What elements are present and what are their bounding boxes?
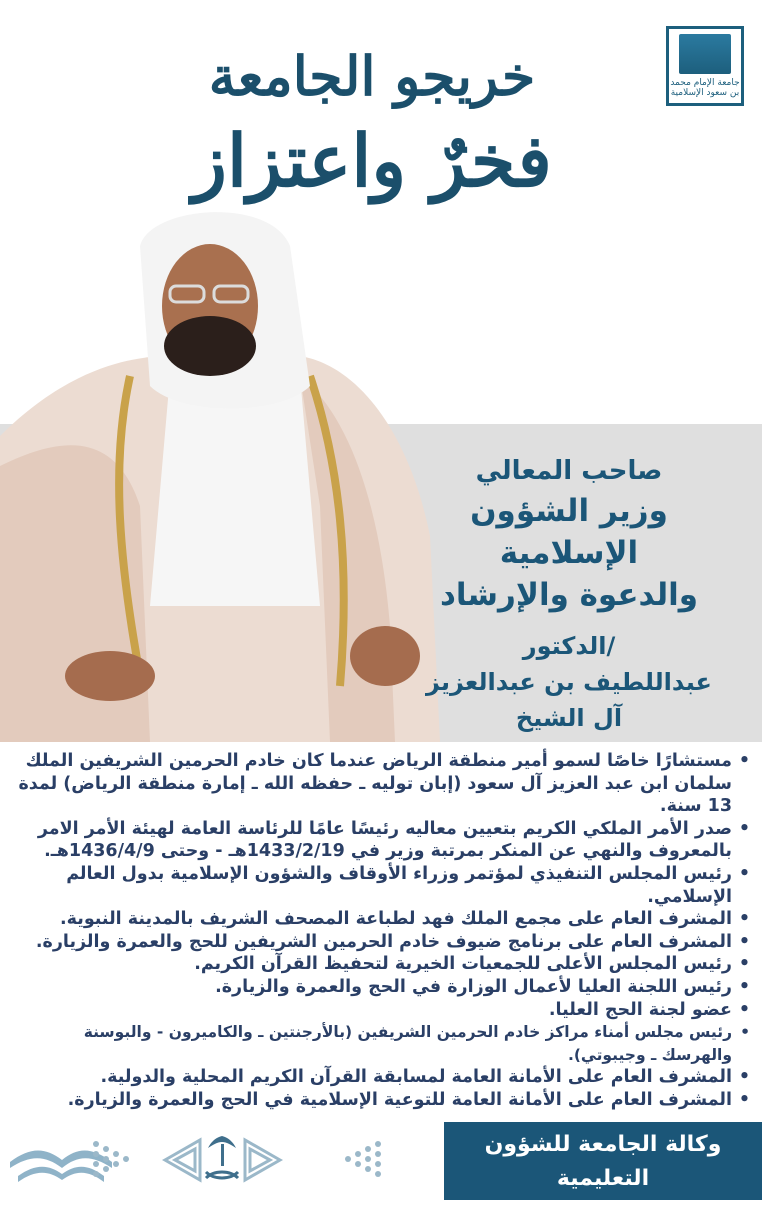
bio-item: • المشرف العام على الأمانة العامة لمسابقة القرآن الكريم المحلية والدولية. bbox=[10, 1066, 752, 1089]
bio-item: • رئيس المجلس الأعلى للجمعيات الخيرية لتحفيظ القرآن الكريم. bbox=[10, 953, 752, 976]
bio-item: • عضو لجنة الحج العليا. bbox=[10, 999, 752, 1022]
headline-graduates: خريجو الجامعة bbox=[208, 44, 536, 108]
bio-item: • المشرف العام على برنامج ضيوف خادم الحرمين الشريفين للحج والعمرة والزيارة. bbox=[10, 931, 752, 954]
bio-item: • رئيس مجلس أمناء مراكز خادم الحرمين الشريفين (بالأرجنتين ـ والكاميرون - والبوسنة والهرسك ـ وجيبوتي). bbox=[10, 1021, 752, 1066]
bio-item: • مستشارًا خاصًا لسمو أمير منطقة الرياض عندما كان خادم الحرمين الشريفين الملك سلمان ابن عبد العزيز آل سعود (إبان توليه ـ حفظه الله ـ إمارة منطقة الرياض) لمدة 13 سنة. bbox=[10, 750, 752, 818]
degree: الدكتور/ bbox=[522, 632, 616, 660]
footer-line1: وكالة الجامعة للشؤون التعليمية bbox=[484, 1132, 722, 1191]
headline-pride: فخرٌ واعتزاز bbox=[192, 118, 552, 203]
name-line1: عبداللطيف بن عبدالعزيز bbox=[426, 668, 712, 696]
footer bbox=[0, 1122, 762, 1225]
bio-item: • رئيس المجلس التنفيذي لمؤتمر وزراء الأوقاف والشؤون الإسلامية بدول العالم الإسلامي. bbox=[10, 863, 752, 908]
title-block bbox=[404, 452, 734, 736]
bio-item: • المشرف العام على الأمانة العامة للتوعية الإسلامية في الحج والعمرة والزيارة. bbox=[10, 1089, 752, 1112]
bio-item: • صدر الأمر الملكي الكريم بتعيين معاليه رئيسًا عامًا للرئاسة العامة لهيئة الأمر الامر بالمعروف والنهي عن المنكر بمرتبة وزير في 1433/2/19هـ - وحتى 1436/4/9هـ. bbox=[10, 818, 752, 863]
footer-department bbox=[444, 1122, 762, 1225]
honorific: صاحب المعالي bbox=[475, 456, 663, 486]
name-line2: آل الشيخ bbox=[515, 704, 623, 732]
position-line2: والدعوة والإرشاد bbox=[439, 577, 698, 613]
university-logo bbox=[666, 26, 744, 106]
logo-emblem-icon bbox=[679, 34, 731, 74]
biography-list bbox=[10, 750, 752, 1112]
bio-item: • المشرف العام على مجمع الملك فهد لطباعة المصحف الشريف بالمدينة النبوية. bbox=[10, 908, 752, 931]
portrait-photo bbox=[0, 206, 440, 742]
position-line1: وزير الشؤون الإسلامية bbox=[470, 493, 668, 571]
palm-swords-icon bbox=[206, 1136, 238, 1178]
footer-pattern bbox=[0, 1122, 444, 1200]
footer-line2: مركز شؤون الخريجين bbox=[485, 1200, 721, 1225]
logo-text: جامعة الإمام محمد بن سعود الإسلامية bbox=[670, 78, 740, 98]
bio-item: • رئيس اللجنة العليا لأعمال الوزارة في الحج والعمرة والزيارة. bbox=[10, 976, 752, 999]
